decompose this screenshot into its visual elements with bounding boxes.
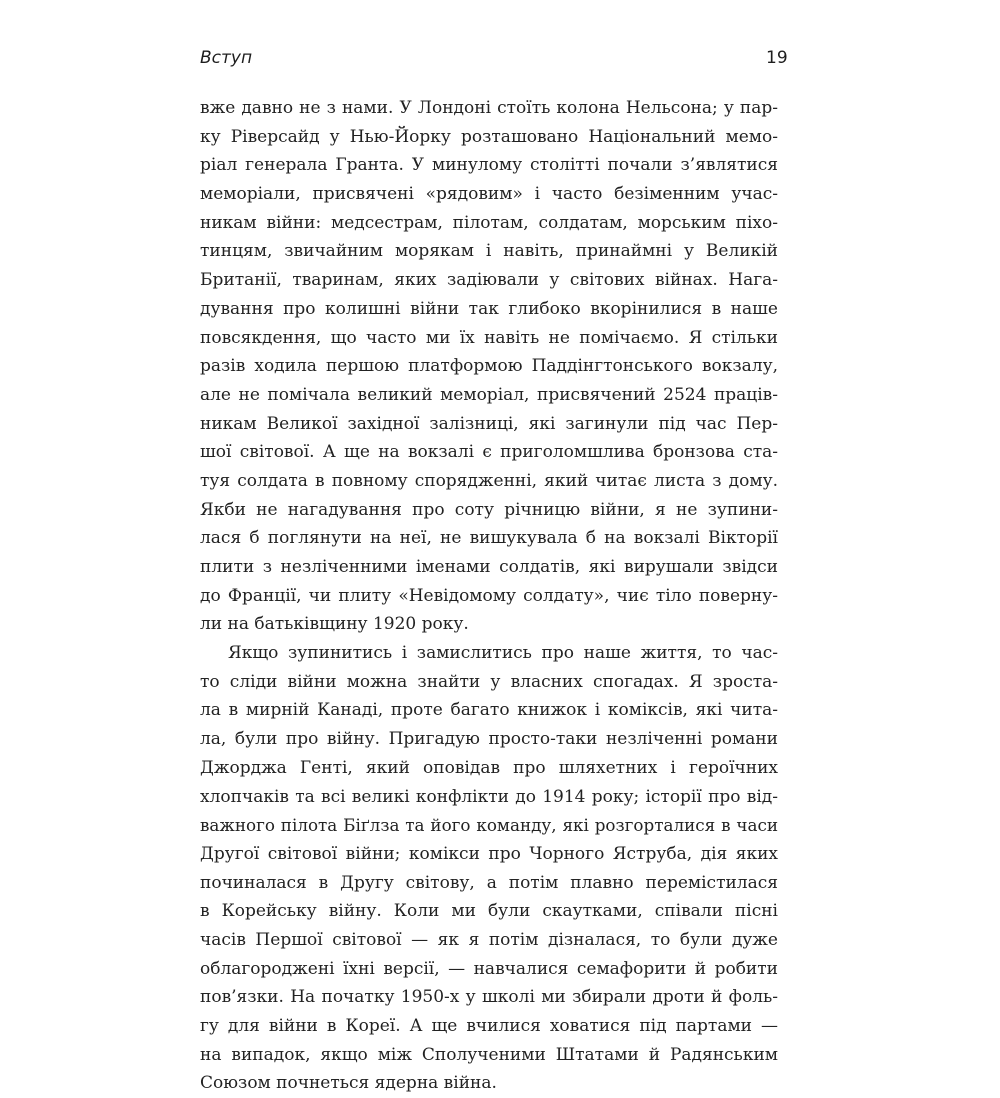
text-line: дування про колишні війни так глибоко вкорінилися в наше — [200, 298, 778, 319]
text-line: часів Першої світової — як я потім дізналася, то були дуже — [200, 929, 778, 950]
text-line: никам війни: медсестрам, пілотам, солдатам, морським піхо- — [200, 212, 778, 233]
text-line: то сліди війни можна знайти у власних спогадах. Я зроста- — [200, 671, 778, 692]
text-line: Британії, тваринам, яких задіювали у світових війнах. Нага- — [200, 270, 778, 291]
text-line: облагороджені їхні версії, — навчалися семафорити й робити — [200, 958, 778, 979]
text-line: вже давно не з нами. У Лондоні стоїть колона Нельсона; у пар- — [200, 98, 778, 118]
page-number: 19 — [766, 48, 788, 68]
text-line: разів ходила першою платформою Паддінгтонського вокзалу, — [200, 356, 778, 377]
text-line: важного пілота Біґлза та його команду, які розгорталися в часи — [200, 815, 778, 836]
text-line: плити з незліченними іменами солдатів, які вирушали звідси — [200, 557, 778, 577]
text-line: ріал генерала Гранта. У минулому столітті почали з’являтися — [200, 155, 778, 176]
text-line: лася б поглянути на неї, не вишукувала б на вокзалі Вікторії — [200, 528, 778, 549]
paragraph-1 — [200, 94, 778, 639]
text-line: ла в мирній Канаді, проте багато книжок і коміксів, які чита- — [200, 700, 778, 721]
text-line: гу для війни в Кореї. А ще вчилися ховатися під партами — — [200, 1016, 778, 1036]
body-text — [200, 94, 778, 1098]
text-line: хлопчаків та всі великі конфлікти до 1914 року; історії про від- — [200, 786, 778, 807]
text-line: тинцям, звичайним морякам і навіть, принаймні у Великій — [200, 241, 778, 262]
text-line: никам Великої західної залізниці, які загинули під час Пер- — [200, 413, 778, 434]
text-line: ли на батьківщину 1920 року. — [200, 614, 469, 635]
text-line: Якщо зупинитись і замислитись про наше життя, то час- — [228, 643, 778, 664]
text-line: на випадок, якщо між Сполученими Штатами й Радянським — [200, 1044, 778, 1065]
text-line: шої світової. А ще на вокзалі є приголомшлива бронзова ста- — [200, 442, 778, 463]
text-line: Союзом почнеться ядерна війна. — [200, 1073, 497, 1094]
running-head: Вступ — [200, 48, 253, 68]
text-line: меморіали, присвячені «рядовим» і часто безіменним учас- — [200, 184, 778, 205]
text-line: але не помічала великий меморіал, присвячений 2524 праців- — [200, 384, 778, 405]
text-line: Другої світової війни; комікси про Чорного Яструба, дія яких — [200, 843, 778, 864]
text-line: ку Ріверсайд у Нью-Йорку розташовано Національний мемо- — [200, 126, 778, 147]
text-line: в Корейську війну. Коли ми були скаутками, співали пісні — [200, 901, 778, 922]
text-line: починалася в Другу світову, а потім плавно перемістилася — [200, 872, 778, 893]
text-line: туя солдата в повному спорядженні, який читає листа з дому. — [200, 470, 778, 491]
text-line: повсякдення, що часто ми їх навіть не помічаємо. Я стільки — [200, 327, 778, 348]
paragraph-2 — [200, 639, 778, 1098]
text-line: до Франції, чи плиту «Невідомому солдату», чиє тіло поверну- — [200, 585, 778, 606]
text-line: Якби не нагадування про соту річницю війни, я не зупини- — [200, 499, 778, 520]
text-line: Джорджа Генті, який оповідав про шляхетних і героїчних — [200, 757, 778, 778]
text-line: пов’язки. На початку 1950-х у школі ми збирали дроти й фоль- — [200, 987, 778, 1008]
text-line: ла, були про війну. Пригадую просто-таки незліченні романи — [200, 729, 778, 750]
